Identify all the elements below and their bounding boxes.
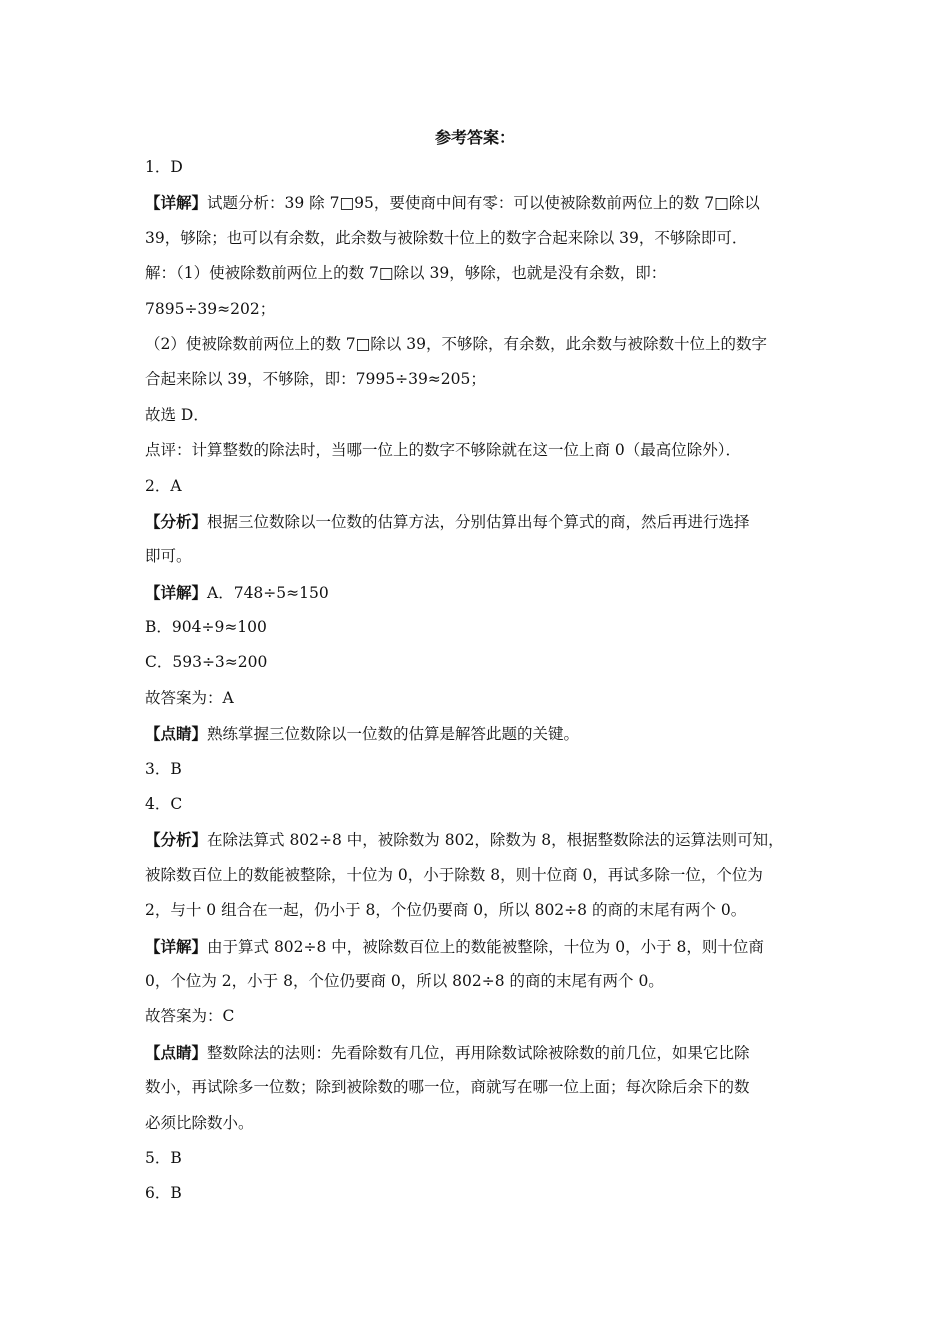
section-tag: 【详解】 bbox=[145, 936, 208, 956]
answer-line bbox=[145, 645, 805, 680]
line-text: 1．D bbox=[145, 158, 183, 176]
answer-line bbox=[145, 822, 805, 857]
answer-line bbox=[145, 893, 805, 928]
answer-line bbox=[145, 752, 805, 787]
line-text: 数小，再试除多一位数；除到被除数的哪一位，商就写在哪一位上面；每次除后余下的数 bbox=[145, 1078, 750, 1097]
answer-line bbox=[145, 999, 805, 1034]
answer-line bbox=[145, 610, 805, 645]
line-text: 合起来除以 39，不够除，即：7995÷39≈205； bbox=[145, 370, 486, 389]
answer-line bbox=[145, 681, 805, 716]
answer-line bbox=[145, 787, 805, 822]
line-text: 故答案为：C bbox=[145, 1007, 235, 1026]
line-text: 故选 D． bbox=[145, 405, 209, 424]
answer-line bbox=[145, 185, 805, 220]
line-text: 整数除法的法则：先看除数有几位，再用除数试除被除数的前几位，如果它比除 bbox=[207, 1043, 750, 1062]
answer-line bbox=[145, 256, 805, 291]
line-text: 根据三位数除以一位数的估算方法，分别估算出每个算式的商，然后再进行选择 bbox=[207, 512, 750, 531]
line-text: 必须比除数小。 bbox=[145, 1113, 254, 1132]
line-text: 故答案为：A bbox=[145, 688, 234, 707]
section-tag: 【点睛】 bbox=[145, 1042, 208, 1062]
answer-line bbox=[145, 1106, 805, 1141]
line-text: C．593÷3≈200 bbox=[145, 653, 268, 672]
line-text: 2，与十 0 组合在一起，仍小于 8，个位仍要商 0，所以 802÷8 的商的末尾有两个 0。 bbox=[145, 901, 747, 920]
answer-line bbox=[145, 929, 805, 964]
answer-line bbox=[145, 221, 805, 256]
line-text: 6．B bbox=[145, 1184, 182, 1203]
answer-line bbox=[145, 1070, 805, 1105]
answer-line bbox=[145, 1035, 805, 1070]
page-title: 参考答案： bbox=[434, 128, 515, 147]
section-tag: 【详解】 bbox=[145, 193, 208, 213]
line-text: 3．B bbox=[145, 759, 182, 778]
answer-line bbox=[145, 469, 805, 504]
answer-line bbox=[145, 1176, 805, 1211]
answer-line bbox=[145, 504, 805, 539]
answer-line bbox=[145, 433, 805, 468]
line-text: 7895÷39≈202； bbox=[145, 299, 276, 318]
section-tag: 【详解】 bbox=[145, 582, 208, 602]
line-text: 熟练掌握三位数除以一位数的估算是解答此题的关键。 bbox=[207, 725, 580, 744]
section-tag: 【分析】 bbox=[145, 830, 208, 850]
line-text: 试题分析：39 除 7□95，要使商中间有零：可以使被除数前两位上的数 7□除以 bbox=[207, 194, 760, 213]
answer-line bbox=[145, 716, 805, 751]
line-text: 2．A bbox=[145, 476, 182, 495]
answer-line bbox=[145, 292, 805, 327]
answer-line bbox=[145, 1141, 805, 1176]
answer-line bbox=[145, 964, 805, 999]
line-text: 39，够除；也可以有余数，此余数与被除数十位上的数字合起来除以 39，不够除即可． bbox=[145, 228, 748, 247]
answer-line bbox=[145, 150, 805, 185]
answer-line bbox=[145, 398, 805, 433]
line-text: 被除数百位上的数能被整除，十位为 0，小于除数 8，则十位商 0，再试多除一位，个位为 bbox=[145, 865, 763, 884]
answer-line bbox=[145, 327, 805, 362]
line-text: （2）使被除数前两位上的数 7□除以 39，不够除，有余数，此余数与被除数十位上的数字 bbox=[145, 334, 767, 353]
line-text: 点评：计算整数的除法时，当哪一位上的数字不够除就在这一位上商 0（最高位除外）． bbox=[145, 441, 742, 460]
line-text: 在除法算式 802÷8 中，被除数为 802，除数为 8，根据整数除法的运算法则可知， bbox=[207, 831, 784, 850]
line-text: 0，个位为 2，小于 8，个位仍要商 0，所以 802÷8 的商的末尾有两个 0。 bbox=[145, 971, 664, 990]
answer-line bbox=[145, 362, 805, 397]
line-text: 5．B bbox=[145, 1148, 182, 1167]
line-text: 由于算式 802÷8 中，被除数百位上的数能被整除，十位为 0，小于 8，则十位商 bbox=[207, 937, 764, 956]
line-text: 解：（1）使被除数前两位上的数 7□除以 39，够除，也就是没有余数，即： bbox=[145, 264, 667, 283]
line-text: 即可。 bbox=[145, 547, 192, 566]
section-tag: 【分析】 bbox=[145, 511, 208, 531]
answer-content bbox=[145, 150, 805, 1212]
answer-line bbox=[145, 858, 805, 893]
line-text: 4．C bbox=[145, 795, 183, 814]
answer-line bbox=[145, 575, 805, 610]
answer-line bbox=[145, 539, 805, 574]
line-text: B．904÷9≈100 bbox=[145, 618, 267, 637]
line-text: A．748÷5≈150 bbox=[207, 583, 329, 602]
section-tag: 【点睛】 bbox=[145, 724, 208, 744]
